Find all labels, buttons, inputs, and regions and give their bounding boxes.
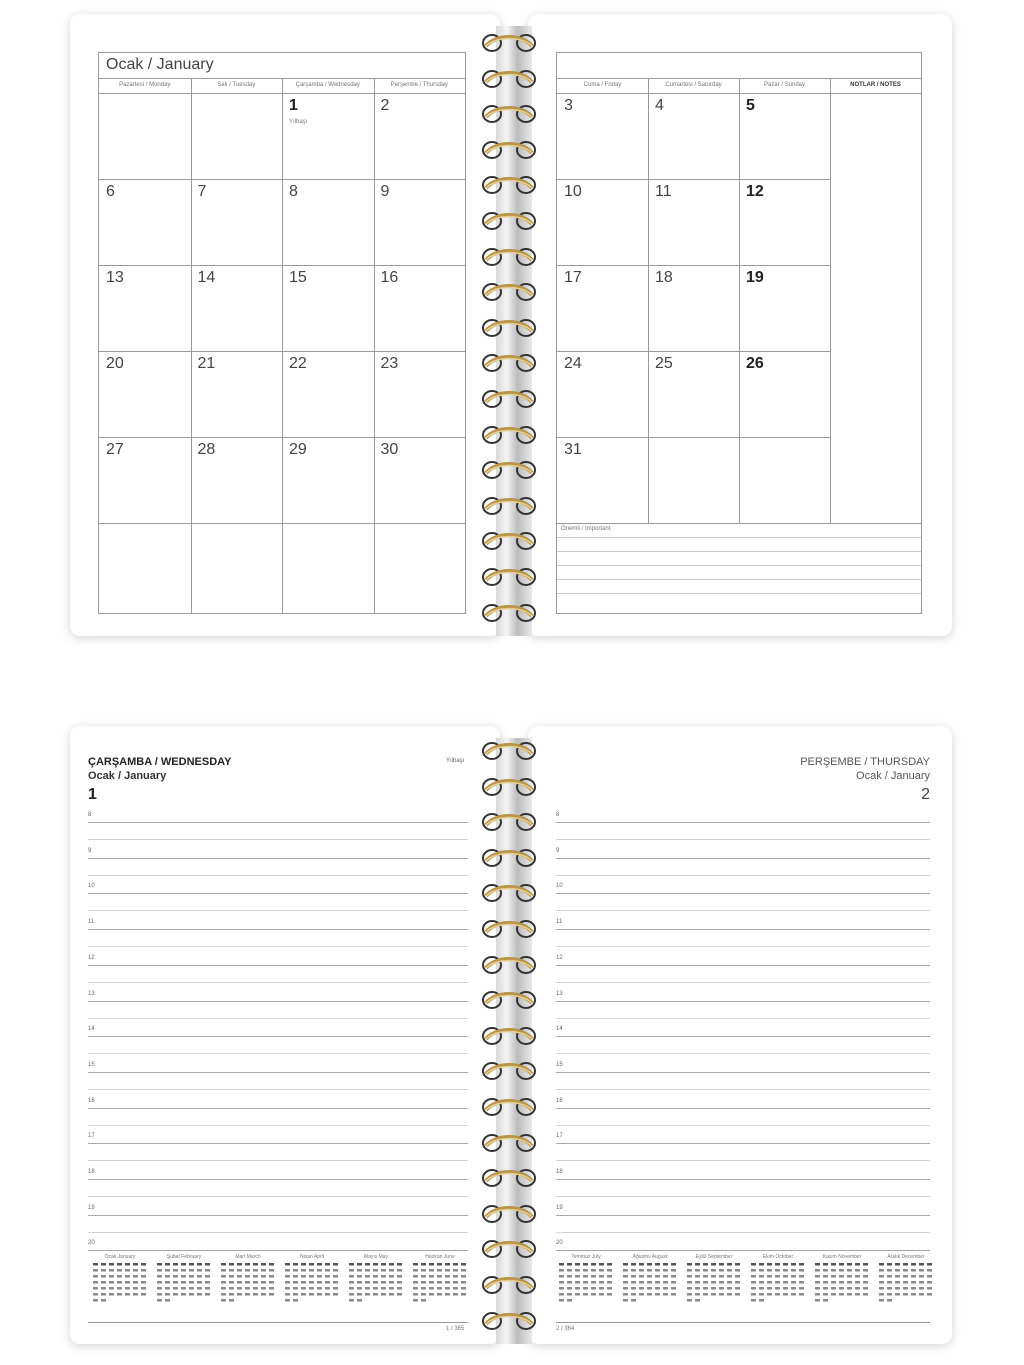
hour-line [88,965,468,966]
hour-label: 9 [556,847,560,854]
hour-label: 15 [556,1061,563,1068]
half-hour-line [88,1018,468,1019]
mini-calendar-grid [622,1262,678,1306]
mini-calendar [814,1254,870,1306]
hour-label: 9 [88,847,92,854]
hour-label: 10 [556,883,563,890]
spiral-ring [478,811,540,833]
mini-calendar-grid [284,1262,340,1306]
hour-line [88,1036,468,1037]
hour-label: 11 [88,919,95,926]
spiral-ring [478,1167,540,1189]
page-counter: 2 / 364 [556,1326,575,1332]
half-hour-line [556,910,930,911]
mini-calendar-title: Nisan April [300,1254,324,1260]
hour-line [556,1215,930,1216]
mini-calendar-grid [558,1262,614,1306]
half-hour-line [556,1160,930,1161]
hour-line [88,858,468,859]
weekday-header: Salı / Tuesday [217,82,256,88]
half-hour-line [88,839,468,840]
hour-label: 16 [556,1097,563,1104]
half-hour-line [556,982,930,983]
date-cell: 11 [655,183,672,200]
half-hour-line [88,1232,468,1233]
hour-line [556,1179,930,1180]
date-cell: 28 [197,441,216,458]
footer-line [88,1322,468,1323]
footer-line [556,1322,930,1323]
mini-calendar [156,1254,212,1306]
half-hour-line [556,946,930,947]
date-cell: 9 [380,183,390,200]
date-cell: 26 [746,355,764,372]
spiral-ring [478,918,540,940]
hour-label: 19 [556,1204,563,1211]
hour-label: 19 [88,1204,95,1211]
mini-calendar-grid [686,1262,742,1306]
hour-line [88,1143,468,1144]
half-hour-line [88,982,468,983]
hour-line [556,1143,930,1144]
half-hour-line [88,946,468,947]
hour-line [556,822,930,823]
mini-calendar-title: Mayıs May [363,1254,389,1260]
hour-line [556,858,930,859]
mini-calendar-title: Ekim October [762,1254,794,1260]
hour-line [88,893,468,894]
spiral-ring [478,776,540,798]
half-hour-line [556,1125,930,1126]
mini-calendar-grid [750,1262,806,1306]
half-hour-line [556,875,930,876]
hour-label: 11 [556,919,563,926]
mini-calendar-grid [412,1262,468,1306]
weekday-header: Pazar / Sunday [763,82,806,88]
spiral-ring [478,1274,540,1296]
date-cell: 6 [106,183,115,200]
hour-label: 14 [556,1026,563,1033]
mini-calendar-grid [878,1262,934,1306]
mini-calendar-title: Ağustos August [632,1254,668,1260]
hour-label: 8 [88,812,92,818]
day-title: ÇARŞAMBA / WEDNESDAY [88,756,232,768]
mini-calendar [284,1254,340,1306]
date-cell: 16 [380,269,399,286]
date-cell: 17 [564,269,582,286]
date-cell: 7 [197,183,207,200]
mini-calendar-title: Kasım November [822,1254,862,1260]
mini-calendar [348,1254,404,1306]
weekday-header: Cuma / Friday [583,82,622,88]
spiral-ring [478,1096,540,1118]
spiral-ring [478,1060,540,1082]
hour-line [556,1001,930,1002]
date-cell: 22 [289,355,307,372]
half-hour-line [88,1053,468,1054]
hour-label: 20 [88,1240,95,1247]
half-hour-line [88,1196,468,1197]
date-cell: 5 [746,97,755,114]
hour-line [556,1108,930,1109]
mini-calendar-grid [348,1262,404,1306]
mini-calendar-grid [92,1262,148,1306]
day-month: Ocak / January [88,770,167,782]
spiral-ring [478,740,540,762]
weekday-header: Cumartesi / Saturday [665,82,722,88]
mini-calendar [558,1254,614,1306]
hour-label: 20 [556,1240,563,1247]
hour-label: 17 [556,1133,563,1140]
spiral-ring [478,954,540,976]
spiral-ring [478,1025,540,1047]
date-cell: 15 [289,269,307,286]
hour-line [556,965,930,966]
spiral-ring [478,989,540,1011]
date-cell: 12 [746,183,764,200]
date-cell: 14 [197,269,216,286]
hour-label: 12 [88,954,95,961]
half-hour-line [88,1089,468,1090]
month-title: Ocak / January [106,56,214,73]
mini-calendar-title: Eylül September [695,1254,733,1260]
mini-calendar-grid [814,1262,870,1306]
date-cell: 24 [564,355,582,372]
mini-calendar [622,1254,678,1306]
hour-line [88,822,468,823]
hour-line [88,1072,468,1073]
spiral-ring [478,1238,540,1260]
spiral-ring [478,1203,540,1225]
important-label: Önemli / Important [561,526,611,532]
hour-label: 8 [556,812,560,818]
weekday-header: Çarşamba / Wednesday [295,82,360,88]
half-hour-line [556,1089,930,1090]
mini-calendar-grid [220,1262,276,1306]
date-cell: 4 [655,97,664,114]
hour-line [88,1108,468,1109]
hour-label: 18 [556,1169,563,1175]
holiday-note: Yılbaşı [289,119,308,125]
half-hour-line [556,839,930,840]
hour-line [88,929,468,930]
notes-header: NOTLAR / NOTES [850,82,901,88]
hour-line [556,1250,930,1251]
half-hour-line [88,910,468,911]
mini-calendar-title: Aralık December [887,1254,925,1260]
half-hour-line [556,1232,930,1233]
date-cell: 10 [564,183,582,200]
hour-label: 18 [88,1169,95,1175]
date-cell: 1 [289,97,298,114]
hour-label: 12 [556,954,563,961]
date-cell: 23 [380,355,399,372]
weekday-header: Pazartesi / Monday [119,82,171,88]
date-cell: 13 [106,269,124,286]
hour-line [88,1215,468,1216]
date-cell: 29 [289,441,307,458]
mini-calendar [412,1254,468,1306]
mini-calendar-title: Ocak January [104,1254,136,1260]
half-hour-line [88,875,468,876]
mini-calendar [92,1254,148,1306]
mini-calendar-grid [156,1262,212,1306]
daily-left-page [70,726,500,1344]
hour-line [88,1179,468,1180]
date-cell: 27 [106,441,124,458]
half-hour-line [88,1160,468,1161]
date-cell: 2 [380,97,390,114]
date-cell: 31 [564,441,582,458]
mini-calendar [750,1254,806,1306]
half-hour-line [556,1018,930,1019]
hour-label: 17 [88,1133,95,1140]
hour-line [556,1072,930,1073]
day-number: 2 [921,786,930,803]
hour-line [556,1036,930,1037]
hour-label: 13 [556,990,563,997]
spiral-ring [478,847,540,869]
date-cell: 19 [746,269,764,286]
mini-calendar-title: Şubat February [166,1254,202,1260]
day-number: 1 [88,786,97,803]
date-cell: 3 [564,97,573,114]
spiral-ring [478,1310,540,1332]
day-title: PERŞEMBE / THURSDAY [800,756,930,768]
weekday-header: Perşembe / Thursday [390,82,448,88]
hour-line [88,1001,468,1002]
date-cell: 30 [380,441,399,458]
date-cell: 25 [655,355,673,372]
daily-right-page [528,726,952,1344]
hour-line [556,929,930,930]
spiral-ring [478,1132,540,1154]
mini-calendar-title: Mart March [235,1254,261,1260]
half-hour-line [556,1053,930,1054]
hour-line [88,1250,468,1251]
mini-calendar-title: Temmuz July [571,1254,601,1260]
half-hour-line [88,1125,468,1126]
mini-calendar [686,1254,742,1306]
date-cell: 8 [289,183,298,200]
mini-calendar [878,1254,934,1306]
date-cell: 21 [197,355,216,372]
mini-calendar-title: Haziran June [425,1254,455,1260]
date-cell: 20 [106,355,124,372]
page-counter: 1 / 365 [446,1326,465,1332]
date-cell: 18 [655,269,673,286]
half-hour-line [556,1196,930,1197]
hour-label: 14 [88,1026,95,1033]
hour-label: 10 [88,883,95,890]
holiday-label: Yılbaşı [446,758,465,764]
hour-label: 15 [88,1061,95,1068]
day-month: Ocak / January [856,770,930,782]
spiral-ring [478,882,540,904]
hour-line [556,893,930,894]
hour-label: 16 [88,1097,95,1104]
hour-label: 13 [88,990,95,997]
mini-calendar [220,1254,276,1306]
